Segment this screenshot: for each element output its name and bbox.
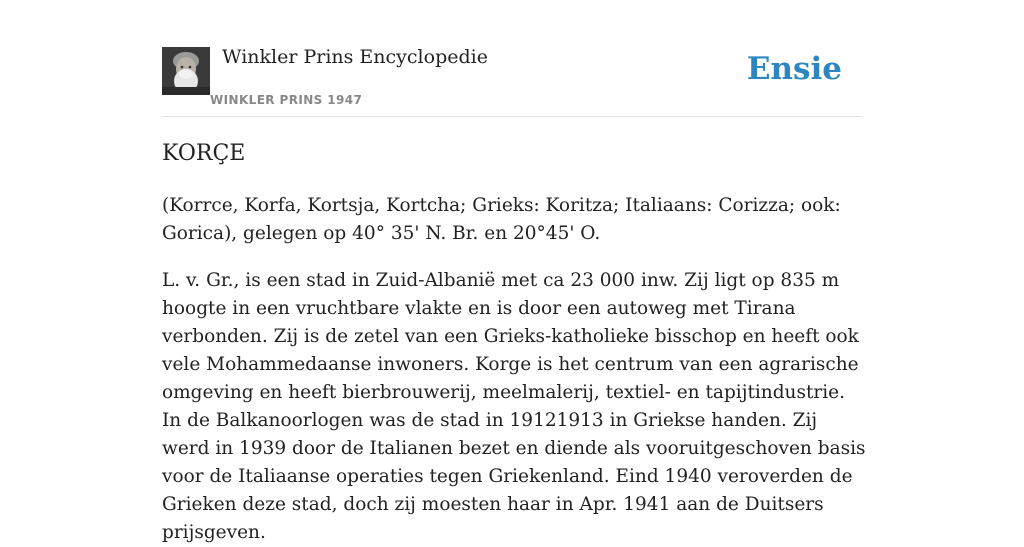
author-avatar[interactable] <box>162 47 210 95</box>
article-title: KORÇE <box>162 141 246 166</box>
portrait-image <box>162 47 210 95</box>
source-edition: WINKLER PRINS 1947 <box>210 93 363 107</box>
article-paragraph-1: (Korrce, Korfa, Kortsja, Kortcha; Grieks: Koritza; Italiaans: Corizza; ook: Gorica), gelegen op 40° 35' N. Br. en 20°45' O. <box>162 195 841 244</box>
article-paragraph-2: L. v. Gr., is een stad in Zuid-Albanië met ca 23 000 inw. Zij ligt op 835 m hoogte in een vruchtbare vlakte en is door een autoweg met Tirana verbonden. Zij is de zetel van een Grieks-katholieke bisschop en heeft ook vele Mohammedaanse inwoners. Korge is het centrum van een agrarische omgeving en heeft bierbrouwerij, meelmalerij, textiel- en tapijtindustrie. In de Balkanoorlogen was de stad in 19121913 in Griekse handen. Zij werd in 1939 door de Italianen bezet en diende als vooruitgeschoven basis voor de Italiaanse operaties tegen Griekenland. Eind 1940 veroverden de Grieken deze stad, doch zij moesten haar in Apr. 1941 aan de Duitsers prijsgeven. <box>162 270 866 543</box>
brand-logo-link[interactable]: Ensie <box>746 51 842 87</box>
source-name-link[interactable]: Winkler Prins Encyclopedie <box>222 46 488 68</box>
header <box>162 46 862 117</box>
